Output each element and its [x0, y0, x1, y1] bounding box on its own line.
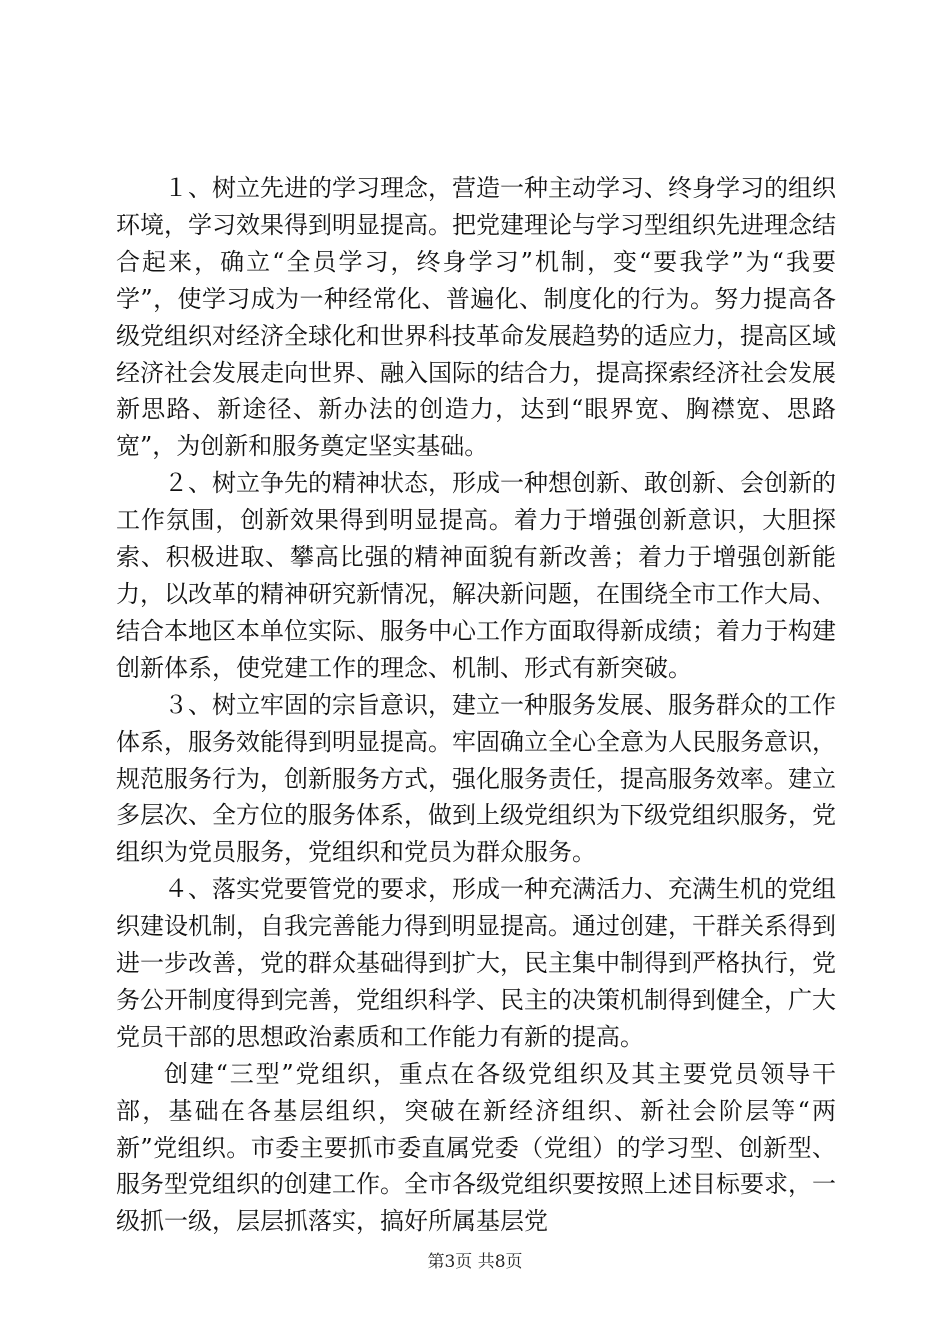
paragraph-1: １、树立先进的学习理念，营造一种主动学习、终身学习的组织环境，学习效果得到明显提高。把党建理论与学习型组织先进理念结合起来，确立“全员学习，终身学习”机制，变“要我学”为“我要学”，使学习成为一种经常化、普遍化、制度化的行为。努力提高各级党组织对经济全球化和世界科技革命发展趋势的适应力，提高区域经济社会发展走向世界、融入国际的结合力，提高探索经济社会发展新思路、新途径、新办法的创造力，达到“眼界宽、胸襟宽、思路宽”，为创新和服务奠定坚实基础。 — [116, 174, 836, 461]
paragraph-2: ２、树立争先的精神状态，形成一种想创新、敢创新、会创新的工作氛围，创新效果得到明显提高。着力于增强创新意识，大胆探索、积极进取、攀高比强的精神面貌有新改善；着力于增强创新能力，以改革的精神研究新情况，解决新问题，在围绕全市工作大局、结合本地区本单位实际、服务中心工作方面取得新成绩；着力于构建创新体系，使党建工作的理念、机制、形式有新突破。 — [116, 469, 836, 682]
paragraph-3: ３、树立牢固的宗旨意识，建立一种服务发展、服务群众的工作体系，服务效能得到明显提高。牢固确立全心全意为人民服务意识，规范服务行为，创新服务方式，强化服务责任，提高服务效率。建立多层次、全方位的服务体系，做到上级党组织为下级党组织服务，党组织为党员服务，党组织和党员为群众服务。 — [116, 690, 836, 867]
paragraph-4: ４、落实党要管党的要求，形成一种充满活力、充满生机的党组织建设机制，自我完善能力得到明显提高。通过创建，干群关系得到进一步改善，党的群众基础得到扩大，民主集中制得到严格执行，党务公开制度得到完善，党组织科学、民主的决策机制得到健全，广大党员干部的思想政治素质和工作能力有新的提高。 — [116, 875, 836, 1051]
paragraph-5: 创建“三型”党组织，重点在各级党组织及其主要党员领导干部，基础在各基层组织，突破在新经济组织、新社会阶层等“两新”党组织。市委主要抓市委直属党委（党组）的学习型、创新型、服务型党组织的创建工作。全市各级党组织要按照上述目标要求，一级抓一级，层层抓落实，搞好所属基层党 — [116, 1059, 836, 1236]
document-body — [116, 170, 836, 1240]
page-footer: 第3页 共8页 — [427, 1252, 523, 1272]
